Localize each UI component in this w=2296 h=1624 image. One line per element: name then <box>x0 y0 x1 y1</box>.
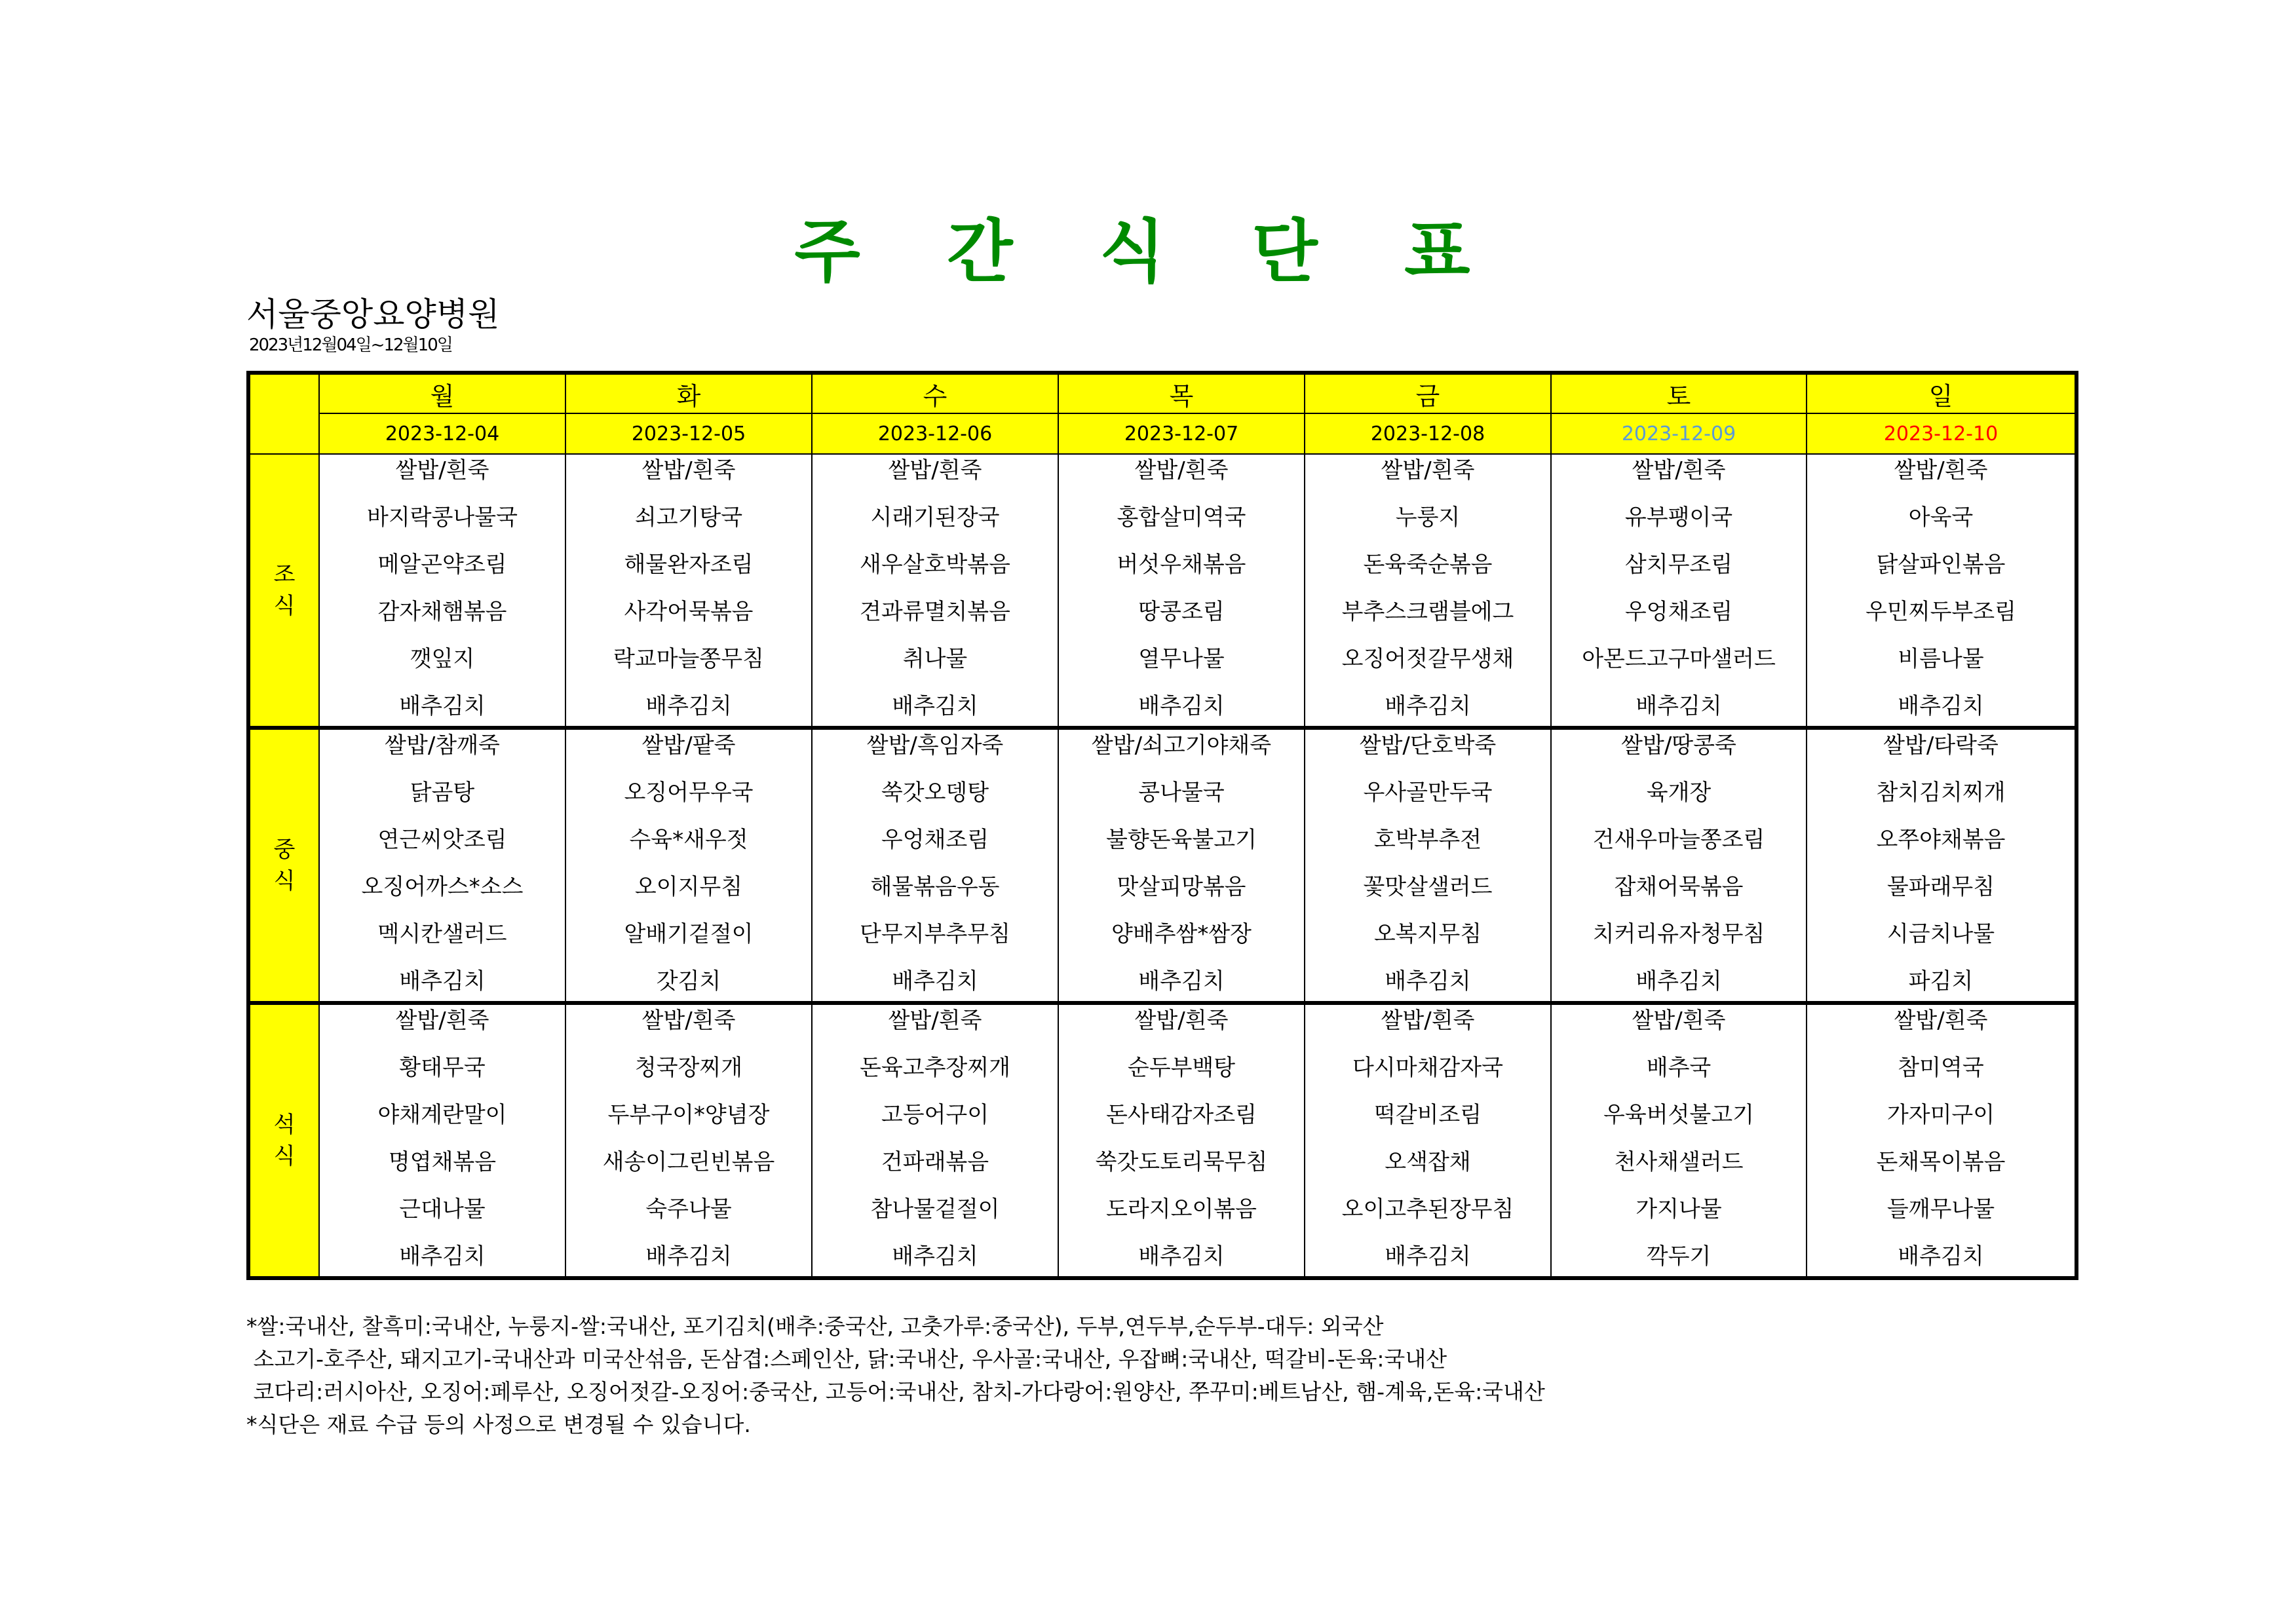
meal-row <box>248 728 2076 1003</box>
menu-cell <box>812 1003 1058 1278</box>
menu-cell <box>1551 728 1807 1003</box>
menu-item: 쌀밥/흰죽 <box>1894 457 1988 483</box>
menu-item: 락교마늘쫑무침 <box>613 646 764 672</box>
menu-cell <box>1305 454 1551 728</box>
menu-item: 배추김치 <box>1898 693 1984 719</box>
menu-item: 배추김치 <box>1385 693 1471 719</box>
menu-item: 들깨무나물 <box>1886 1196 1995 1222</box>
menu-item: 닭살파인볶음 <box>1876 552 2006 578</box>
menu-item: 돈사태감자조림 <box>1106 1102 1257 1128</box>
meal-label <box>248 1003 319 1278</box>
menu-item: 배추김치 <box>399 968 486 994</box>
meal-row <box>248 454 2076 728</box>
meal-label-char: 조 <box>273 561 296 588</box>
menu-item: 새송이그린빈볶음 <box>602 1149 775 1175</box>
note-line: 소고기-호주산, 돼지고기-국내산과 미국산섞음, 돈삼겹:스페인산, 닭:국내산, 우사골:국내산, 우잡뼈:국내산, 떡갈비-돈육:국내산 <box>246 1346 1447 1372</box>
menu-item: 물파래무침 <box>1886 874 1995 900</box>
menu-item: 쌀밥/흰죽 <box>1134 457 1229 483</box>
menu-item: 아몬드고구마샐러드 <box>1582 646 1776 672</box>
menu-item: 우엉채조림 <box>881 827 989 853</box>
menu-item: 배추김치 <box>892 1243 978 1270</box>
corner-cell <box>248 373 319 454</box>
weekly-menu-table <box>246 371 2078 1280</box>
menu-item: 취나물 <box>902 646 968 672</box>
menu-item: 참나물겉절이 <box>870 1196 1000 1222</box>
menu-item: 멕시칸샐러드 <box>377 921 507 947</box>
menu-item: 쑥갓오뎅탕 <box>881 780 989 806</box>
menu-item: 열무나물 <box>1138 646 1225 672</box>
menu-item: 천사채샐러드 <box>1614 1149 1744 1175</box>
menu-item: 오징어젓갈무생채 <box>1341 646 1514 672</box>
menu-item: 가자미구이 <box>1886 1102 1995 1128</box>
menu-item: 떡갈비조림 <box>1373 1102 1482 1128</box>
menu-item: 깍두기 <box>1646 1243 1712 1270</box>
menu-item: 오복지무침 <box>1373 921 1482 947</box>
menu-item: 해물볶음우동 <box>870 874 1000 900</box>
menu-item: 부추스크램블에그 <box>1341 599 1514 625</box>
menu-item: 연근씨앗조림 <box>377 827 507 853</box>
menu-item: 배추김치 <box>1898 1243 1984 1270</box>
date-cell: 2023-12-08 <box>1305 413 1551 454</box>
menu-item: 쌀밥/참깨죽 <box>385 732 500 759</box>
menu-item: 홍합살미역국 <box>1117 504 1246 531</box>
menu-item: 버섯우채볶음 <box>1117 552 1246 578</box>
meal-label-char: 중 <box>273 837 296 863</box>
menu-item: 쌀밥/땅콩죽 <box>1621 732 1736 759</box>
menu-item: 고등어구이 <box>881 1102 989 1128</box>
menu-item: 육개장 <box>1646 780 1712 806</box>
menu-item: 쇠고기탕국 <box>634 504 743 531</box>
meal-label <box>248 728 319 1003</box>
date-cell: 2023-12-07 <box>1058 413 1305 454</box>
menu-item: 배추김치 <box>1636 968 1722 994</box>
menu-item: 배추김치 <box>399 1243 486 1270</box>
weekday-header: 수 <box>812 373 1058 413</box>
meal-label-char: 석 <box>273 1112 296 1138</box>
menu-item: 배추김치 <box>892 968 978 994</box>
menu-item: 잡채어묵볶음 <box>1614 874 1744 900</box>
menu-item: 오이고추된장무침 <box>1341 1196 1514 1222</box>
date-cell: 2023-12-04 <box>319 413 565 454</box>
menu-cell <box>319 1003 565 1278</box>
menu-item: 단무지부추무침 <box>860 921 1010 947</box>
menu-item: 가지나물 <box>1636 1196 1722 1222</box>
menu-item: 비름나물 <box>1898 646 1984 672</box>
menu-item: 청국장찌개 <box>634 1055 743 1081</box>
menu-cell <box>1305 1003 1551 1278</box>
weekday-header: 금 <box>1305 373 1551 413</box>
menu-item: 견과류멸치볶음 <box>860 599 1010 625</box>
menu-item: 닭곰탕 <box>410 780 475 806</box>
menu-item: 감자채햄볶음 <box>377 599 507 625</box>
menu-item: 콩나물국 <box>1138 780 1225 806</box>
menu-item: 두부구이*양념장 <box>607 1102 770 1128</box>
menu-item: 명엽채볶음 <box>388 1149 497 1175</box>
menu-item: 건파래볶음 <box>881 1149 989 1175</box>
menu-item: 쑥갓도토리묵무침 <box>1095 1149 1268 1175</box>
menu-item: 배추김치 <box>645 1243 732 1270</box>
menu-cell <box>319 454 565 728</box>
menu-item: 바지락콩나물국 <box>367 504 518 531</box>
menu-item: 깻잎지 <box>410 646 475 672</box>
weekday-header: 목 <box>1058 373 1305 413</box>
weekday-header: 일 <box>1807 373 2076 413</box>
menu-item: 쌀밥/흰죽 <box>888 457 982 483</box>
menu-item: 갓김치 <box>656 968 721 994</box>
menu-item: 시금치나물 <box>1886 921 1995 947</box>
page-title: 주 간 식 단 표 <box>794 212 1502 292</box>
menu-cell <box>565 1003 812 1278</box>
menu-item: 도라지오이볶음 <box>1106 1196 1257 1222</box>
menu-item: 배추김치 <box>1138 693 1225 719</box>
menu-item: 쌀밥/흰죽 <box>1381 1008 1475 1034</box>
menu-item: 사각어묵볶음 <box>624 599 754 625</box>
weekday-header: 화 <box>565 373 812 413</box>
weekday-header-row <box>248 373 2076 413</box>
menu-item: 쌀밥/팥죽 <box>641 732 736 759</box>
menu-cell <box>812 454 1058 728</box>
menu-item: 배추김치 <box>892 693 978 719</box>
menu-item: 새우살호박볶음 <box>860 552 1010 578</box>
menu-cell <box>1551 1003 1807 1278</box>
menu-item: 돈육죽순볶음 <box>1363 552 1493 578</box>
date-cell: 2023-12-05 <box>565 413 812 454</box>
meal-row <box>248 1003 2076 1278</box>
menu-cell <box>1551 454 1807 728</box>
menu-item: 근대나물 <box>399 1196 486 1222</box>
menu-cell <box>1807 728 2076 1003</box>
menu-item: 배추국 <box>1646 1055 1712 1081</box>
menu-item: 쌀밥/흰죽 <box>395 457 489 483</box>
menu-item: 배추김치 <box>1138 968 1225 994</box>
menu-item: 쌀밥/흰죽 <box>1134 1008 1229 1034</box>
menu-item: 배추김치 <box>1385 1243 1471 1270</box>
menu-item: 야채계란말이 <box>377 1102 507 1128</box>
date-cell: 2023-12-09 <box>1551 413 1807 454</box>
menu-cell <box>1058 454 1305 728</box>
menu-cell <box>1807 454 2076 728</box>
menu-item: 쌀밥/타락죽 <box>1883 732 1999 759</box>
menu-item: 돈육고추장찌개 <box>860 1055 1010 1081</box>
menu-cell <box>1058 1003 1305 1278</box>
date-cell: 2023-12-10 <box>1807 413 2076 454</box>
menu-item: 해물완자조림 <box>624 552 754 578</box>
menu-item: 숙주나물 <box>645 1196 732 1222</box>
menu-item: 오이지무침 <box>634 874 743 900</box>
menu-item: 땅콩조림 <box>1138 599 1225 625</box>
menu-item: 우민찌두부조림 <box>1866 599 2016 625</box>
menu-item: 메알곤약조림 <box>377 552 507 578</box>
menu-item: 시래기된장국 <box>870 504 1000 531</box>
menu-item: 쌀밥/흰죽 <box>888 1008 982 1034</box>
menu-item: 배추김치 <box>1636 693 1722 719</box>
menu-item: 배추김치 <box>1385 968 1471 994</box>
menu-item: 돈채목이볶음 <box>1876 1149 2006 1175</box>
menu-period: 2023년12월04일~12월10일 <box>249 335 452 355</box>
menu-item: 오쭈야채볶음 <box>1876 827 2006 853</box>
weekday-header: 토 <box>1551 373 1807 413</box>
meal-label-char: 식 <box>273 593 296 619</box>
menu-item: 우엉채조림 <box>1624 599 1733 625</box>
menu-item: 치커리유자청무침 <box>1592 921 1765 947</box>
menu-item: 쌀밥/흰죽 <box>641 1008 736 1034</box>
menu-cell <box>812 728 1058 1003</box>
note-line: 코다리:러시아산, 오징어:페루산, 오징어젓갈-오징어:중국산, 고등어:국내산, 참치-가다랑어:원양산, 쭈꾸미:베트남산, 햄-계육,돈육:국내산 <box>246 1379 1545 1405</box>
menu-item: 유부팽이국 <box>1624 504 1733 531</box>
menu-item: 쌀밥/흑임자죽 <box>866 732 1004 759</box>
weekday-header: 월 <box>319 373 565 413</box>
date-cell: 2023-12-06 <box>812 413 1058 454</box>
menu-item: 쌀밥/흰죽 <box>641 457 736 483</box>
menu-item: 순두부백탕 <box>1127 1055 1236 1081</box>
meal-label <box>248 454 319 728</box>
menu-item: 황태무국 <box>399 1055 486 1081</box>
menu-item: 알배기겉절이 <box>624 921 754 947</box>
menu-item: 호박부추전 <box>1373 827 1482 853</box>
menu-item: 쌀밥/흰죽 <box>395 1008 489 1034</box>
menu-item: 꽃맛살샐러드 <box>1363 874 1493 900</box>
menu-item: 누룽지 <box>1395 504 1461 531</box>
menu-item: 참미역국 <box>1898 1055 1984 1081</box>
note-line: *쌀:국내산, 찰흑미:국내산, 누룽지-쌀:국내산, 포기김치(배추:중국산, 고춧가루:중국산), 두부,연두부,순두부-대두: 외국산 <box>246 1313 1384 1339</box>
date-header-row <box>248 413 2076 454</box>
meal-label-char: 식 <box>273 868 296 894</box>
menu-item: 우육버섯불고기 <box>1603 1102 1754 1128</box>
menu-item: 배추김치 <box>645 693 732 719</box>
note-line: *식단은 재료 수급 등의 사정으로 변경될 수 있습니다. <box>246 1412 751 1437</box>
menu-item: 삼치무조림 <box>1624 552 1733 578</box>
menu-item: 쌀밥/흰죽 <box>1632 457 1726 483</box>
menu-item: 오색잡채 <box>1385 1149 1471 1175</box>
menu-item: 우사골만두국 <box>1363 780 1493 806</box>
menu-item: 건새우마늘쫑조림 <box>1592 827 1765 853</box>
menu-cell <box>319 728 565 1003</box>
menu-item: 다시마채감자국 <box>1352 1055 1503 1081</box>
menu-cell <box>1807 1003 2076 1278</box>
meal-label-char: 식 <box>273 1143 296 1169</box>
menu-cell <box>565 454 812 728</box>
hospital-name: 서울중앙요양병원 <box>246 295 500 333</box>
menu-item: 파김치 <box>1908 968 1974 994</box>
menu-item: 맛살피망볶음 <box>1117 874 1246 900</box>
menu-item: 배추김치 <box>399 693 486 719</box>
menu-item: 오징어무우국 <box>624 780 754 806</box>
menu-item: 수육*새우젓 <box>629 827 748 853</box>
menu-item: 양배추쌈*쌈장 <box>1111 921 1252 947</box>
menu-item: 쌀밥/흰죽 <box>1894 1008 1988 1034</box>
menu-item: 불향돈육불고기 <box>1106 827 1257 853</box>
menu-cell <box>1058 728 1305 1003</box>
menu-cell <box>1305 728 1551 1003</box>
menu-cell <box>565 728 812 1003</box>
origin-notes <box>246 1310 1545 1441</box>
menu-item: 쌀밥/흰죽 <box>1632 1008 1726 1034</box>
menu-item: 배추김치 <box>1138 1243 1225 1270</box>
menu-item: 오징어까스*소스 <box>361 874 524 900</box>
menu-item: 쌀밥/흰죽 <box>1381 457 1475 483</box>
menu-item: 쌀밥/단호박죽 <box>1359 732 1497 759</box>
menu-item: 아욱국 <box>1908 504 1974 531</box>
menu-item: 쌀밥/쇠고기야채죽 <box>1091 732 1272 759</box>
menu-item: 참치김치찌개 <box>1876 780 2006 806</box>
